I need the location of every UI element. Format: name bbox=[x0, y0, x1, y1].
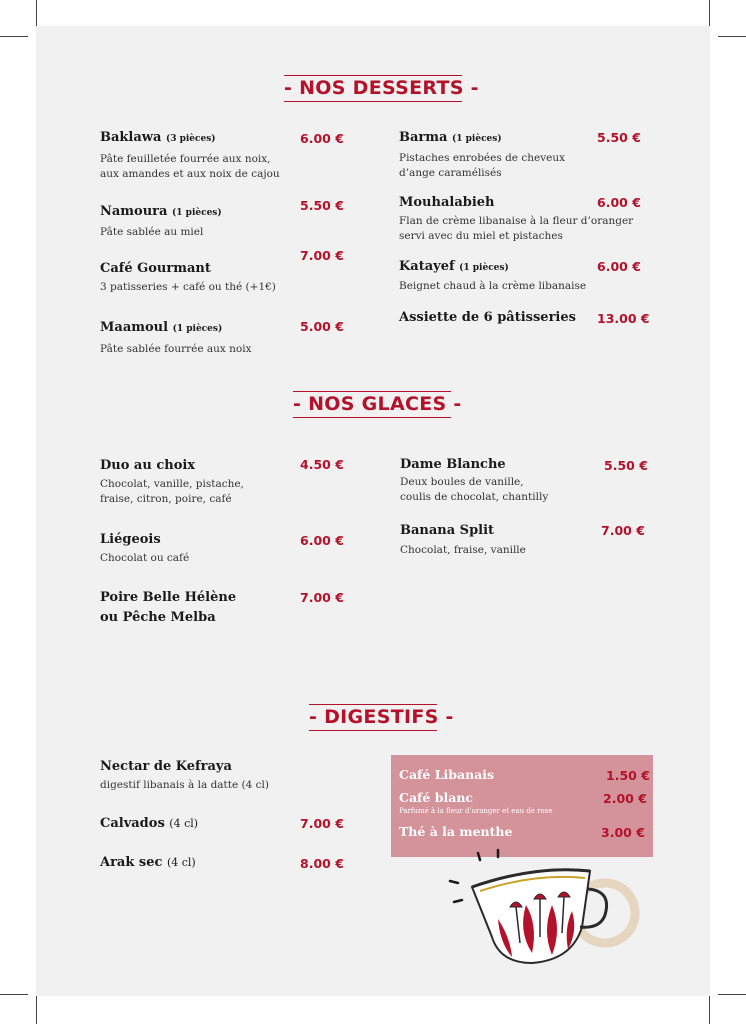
item-name: Nectar de Kefraya bbox=[100, 759, 232, 774]
menu-item-barma bbox=[399, 130, 565, 181]
item-qty: (4 cl) bbox=[166, 856, 196, 869]
item-qty: (4 cl) bbox=[169, 817, 199, 830]
item-name: Duo au choix bbox=[100, 458, 196, 473]
item-price: 7.00 € bbox=[300, 816, 344, 831]
item-name: Poire Belle Hélène bbox=[100, 590, 237, 605]
hot-drink-price: 2.00 € bbox=[603, 791, 647, 806]
menu-item-arak bbox=[100, 855, 196, 871]
hot-drink-name: Café Libanais bbox=[399, 767, 495, 782]
item-price: 6.00 € bbox=[300, 131, 344, 146]
menu-item-poire-belle-helene bbox=[100, 590, 236, 626]
item-price: 5.50 € bbox=[597, 130, 641, 145]
item-qty: (1 pièces) bbox=[459, 263, 509, 273]
item-desc: fraise, citron, poire, café bbox=[100, 493, 232, 505]
item-price: 7.00 € bbox=[300, 590, 344, 605]
menu-item-cafe-gourmant bbox=[100, 261, 276, 295]
item-price: 6.00 € bbox=[597, 259, 641, 274]
item-name: Katayef bbox=[399, 259, 455, 274]
item-qty: (3 pièces) bbox=[165, 134, 216, 144]
hot-drink-price: 1.50 € bbox=[606, 768, 650, 783]
menu-item-duo bbox=[100, 458, 244, 507]
crop-mark bbox=[709, 996, 710, 1024]
menu-item-katayef bbox=[399, 259, 586, 294]
item-name: Banana Split bbox=[400, 523, 495, 538]
hot-drink-name: Café blanc bbox=[399, 790, 474, 805]
item-price: 13.00 € bbox=[597, 311, 650, 326]
item-desc: Pâte sablée fourrée aux noix bbox=[100, 343, 252, 355]
item-name: Café Gourmant bbox=[100, 261, 211, 276]
crop-mark bbox=[0, 994, 28, 995]
item-price: 5.00 € bbox=[300, 319, 344, 334]
hot-drink-name: Thé à la menthe bbox=[399, 824, 513, 839]
hot-drink-desc: Parfumé à la fleur d’oranger et eau de rose bbox=[399, 807, 553, 815]
menu-item-dame-blanche bbox=[400, 457, 548, 505]
item-price: 4.50 € bbox=[300, 457, 344, 472]
crop-mark bbox=[718, 36, 746, 37]
item-name: Dame Blanche bbox=[400, 457, 506, 472]
item-price: 8.00 € bbox=[300, 856, 344, 871]
item-price: 6.00 € bbox=[597, 195, 641, 210]
item-name: Baklawa bbox=[100, 130, 162, 145]
item-qty: (1 pièces) bbox=[172, 208, 222, 218]
item-name: Liégeois bbox=[100, 532, 161, 547]
item-price: 6.00 € bbox=[300, 533, 344, 548]
item-qty: (1 pièces) bbox=[172, 324, 223, 334]
item-name: Mouhalabieh bbox=[399, 195, 495, 210]
section-title-desserts: - NOS DESSERTS - bbox=[284, 75, 462, 102]
hot-drink-price: 3.00 € bbox=[601, 825, 645, 840]
menu-item-baklawa bbox=[100, 130, 280, 182]
crop-mark bbox=[0, 36, 28, 37]
item-qty: (1 pièces) bbox=[451, 134, 502, 144]
section-title-glaces: - NOS GLACES - bbox=[293, 391, 451, 418]
menu-item-namoura bbox=[100, 204, 222, 240]
item-name: Assiette de 6 pâtisseries bbox=[399, 310, 576, 325]
item-desc: Chocolat, fraise, vanille bbox=[400, 544, 526, 556]
item-desc: Deux boules de vanille, bbox=[400, 476, 524, 488]
item-desc: Chocolat, vanille, pistache, bbox=[100, 478, 244, 490]
item-price: 7.00 € bbox=[601, 523, 645, 538]
item-name: Barma bbox=[399, 130, 448, 145]
item-price: 5.50 € bbox=[604, 458, 648, 473]
item-desc: Pistaches enrobées de cheveux bbox=[399, 152, 566, 164]
item-desc: d’ange caramélisés bbox=[399, 167, 502, 179]
crop-mark bbox=[718, 994, 746, 995]
item-name: Maamoul bbox=[100, 320, 169, 335]
item-price: 7.00 € bbox=[300, 248, 344, 263]
teacup-icon bbox=[440, 845, 650, 970]
item-name: ou Pêche Melba bbox=[100, 610, 216, 625]
item-desc: aux amandes et aux noix de cajou bbox=[100, 168, 280, 180]
crop-mark bbox=[36, 996, 37, 1024]
item-name: Arak sec bbox=[100, 855, 163, 870]
item-desc: Pâte feuilletée fourrée aux noix, bbox=[100, 153, 271, 165]
item-desc: coulis de chocolat, chantilly bbox=[400, 491, 549, 503]
item-desc: Flan de crème libanaise à la fleur d’oranger bbox=[399, 215, 634, 227]
item-desc: digestif libanais à la datte (4 cl) bbox=[100, 779, 269, 791]
menu-item-banana-split bbox=[400, 523, 526, 558]
item-desc: servi avec du miel et pistaches bbox=[399, 230, 563, 242]
menu-item-calvados bbox=[100, 816, 198, 832]
item-desc: Beignet chaud à la crème libanaise bbox=[399, 280, 587, 292]
menu-item-nectar bbox=[100, 759, 269, 793]
crop-mark bbox=[709, 0, 710, 28]
menu-item-maamoul bbox=[100, 320, 252, 357]
menu-item-assiette bbox=[399, 310, 576, 326]
item-desc: 3 patisseries + café ou thé (+1€) bbox=[100, 281, 276, 293]
menu-item-liegeois bbox=[100, 532, 189, 566]
section-title-digestifs: - DIGESTIFS - bbox=[309, 704, 437, 731]
item-price: 5.50 € bbox=[300, 198, 344, 213]
item-name: Namoura bbox=[100, 204, 168, 219]
item-desc: Pâte sablée au miel bbox=[100, 226, 204, 238]
crop-mark bbox=[36, 0, 37, 28]
item-desc: Chocolat ou café bbox=[100, 552, 190, 564]
item-name: Calvados bbox=[100, 816, 165, 831]
